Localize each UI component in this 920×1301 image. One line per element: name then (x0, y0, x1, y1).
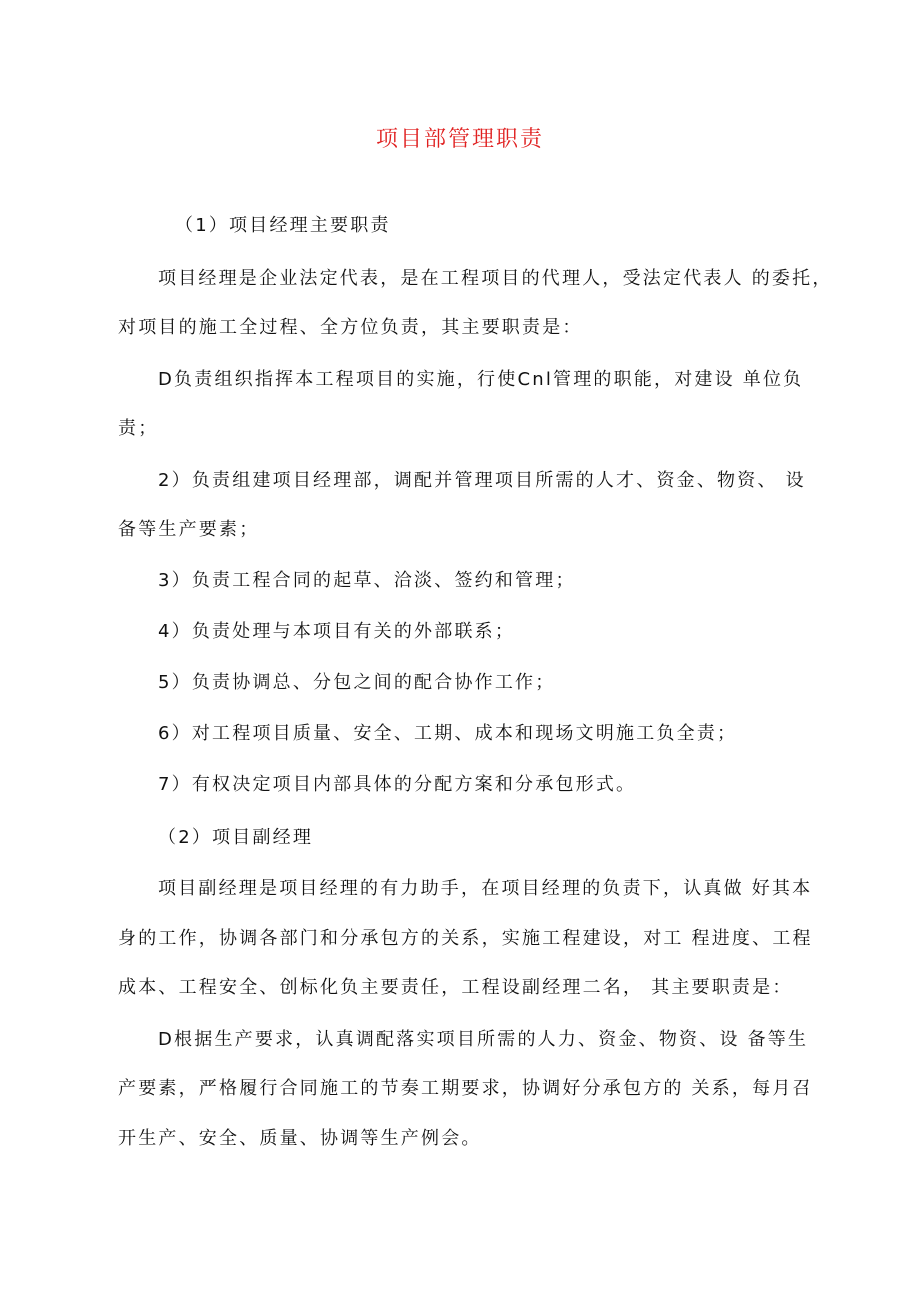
section-heading-2: （2）项目副经理 (158, 827, 314, 848)
list-item-line: 产要素，严格履行合同施工的节奏工期要求，协调好分承包方的 关系，每月召 (118, 1078, 813, 1099)
list-item-line: D根据生产要求，认真调配落实项目所需的人力、资金、物资、设 备等生 (158, 1029, 809, 1050)
list-item: 5）负责协调总、分包之间的配合协作工作； (158, 672, 556, 693)
paragraph-line: 项目副经理是项目经理的有力助手，在项目经理的负责下，认真做 好其本 (158, 878, 813, 899)
paragraph-line: 成本、工程安全、创标化负主要责任，工程设副经理二名， 其主要职责是： (118, 977, 793, 998)
page-title: 项目部管理职责 (375, 127, 544, 152)
paragraph-line: 项目经理是企业法定代表，是在工程项目的代理人，受法定代表人 的委托， (158, 268, 833, 289)
paragraph-line: 对项目的施工全过程、全方位负责，其主要职责是： (118, 317, 583, 338)
list-item-line: 责； (118, 418, 159, 439)
list-item: 3）负责工程合同的起草、洽淡、签约和管理； (158, 570, 576, 591)
list-item: 4）负责处理与本项目有关的外部联系； (158, 621, 516, 642)
list-item-line: 备等生产要素； (118, 519, 260, 540)
section-heading-1: （1）项目经理主要职责 (175, 215, 391, 236)
list-item-line: 开生产、安全、质量、协调等生产例会。 (118, 1128, 482, 1149)
list-item-line: D负责组织指挥本工程项目的实施，行使Cnl管理的职能，对建设 单位负 (158, 369, 804, 390)
list-item-line: 2）负责组建项目经理部，调配并管理项目所需的人才、资金、物资、 设 (158, 470, 806, 491)
list-item: 6）对工程项目质量、安全、工期、成本和现场文明施工负全责； (158, 723, 738, 744)
paragraph-line: 身的工作，协调各部门和分承包方的关系，实施工程建设，对工 程进度、工程 (118, 928, 813, 949)
list-item: 7）有权决定项目内部具体的分配方案和分承包形式。 (158, 774, 637, 795)
